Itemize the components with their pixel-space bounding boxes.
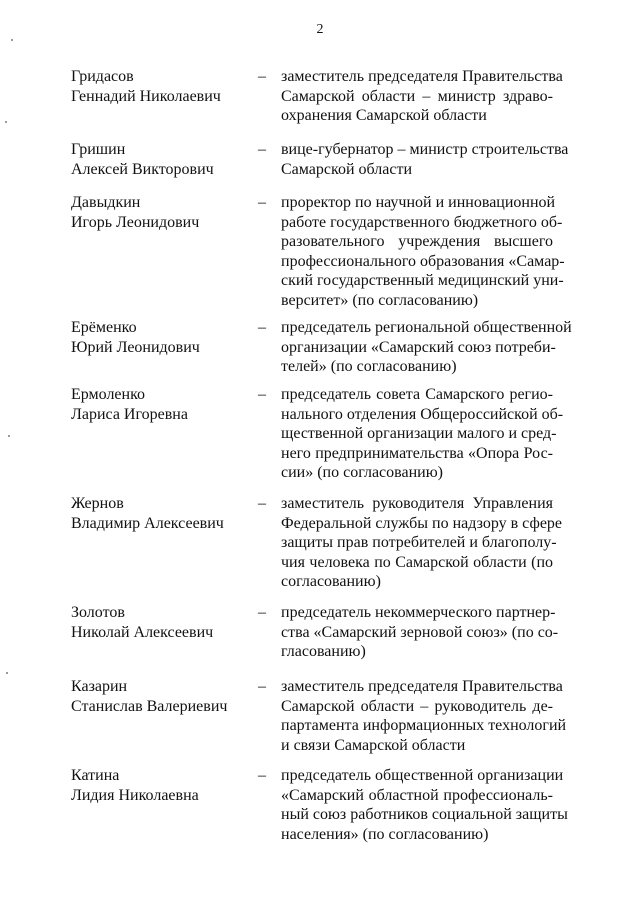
scan-speck [6, 672, 8, 674]
role-line: Самарской области – министр здраво- [281, 87, 553, 105]
dash-separator: – [258, 767, 266, 784]
role-description [281, 318, 572, 377]
dash-separator: – [258, 319, 266, 336]
person-name [71, 494, 256, 534]
person-name [71, 677, 256, 717]
role-description [281, 67, 563, 126]
person-name [71, 67, 256, 107]
role-line: председатель некоммерческого партнер- [281, 604, 556, 621]
role-description [281, 766, 568, 844]
person-name [71, 318, 256, 358]
role-line: профессионального образования «Самар- [281, 252, 565, 270]
given-names: Лариса Игоревна [71, 406, 188, 423]
role-line: заместитель руководителя Управления [281, 495, 553, 512]
person-name [71, 766, 256, 806]
role-line: телей» (по согласованию) [281, 358, 457, 376]
role-line: проректор по научной и инновационной [281, 194, 556, 211]
role-line: Самарской области – руководитель де- [281, 697, 553, 715]
role-description [281, 385, 564, 483]
given-names: Игорь Леонидович [71, 214, 200, 231]
role-line: вице-губернатор – министр строительства [281, 141, 569, 158]
given-names: Юрий Леонидович [71, 339, 200, 356]
surname: Жернов [71, 495, 124, 512]
role-line: нального отделения Общероссийской об- [281, 405, 564, 423]
given-names: Геннадий Николаевич [71, 88, 221, 105]
role-line: организации «Самарский союз потреби- [281, 338, 556, 356]
role-line: заместитель председателя Правительства [281, 678, 563, 695]
given-names: Николай Алексеевич [71, 624, 214, 641]
role-line: председатель совета Самарского регио- [281, 386, 553, 403]
person-name [71, 193, 256, 233]
scan-speck [5, 121, 7, 123]
surname: Ерёменко [71, 319, 137, 336]
role-line: работе государственного бюджетного об- [281, 213, 563, 231]
role-description [281, 677, 567, 755]
given-names: Лидия Николаевна [71, 787, 199, 804]
role-line: ный союз работников социальной защиты [281, 806, 568, 824]
role-line: Федеральной службы по надзору в сфере [281, 514, 563, 532]
role-line: партамента информационных технологий [281, 717, 567, 735]
dash-separator: – [258, 495, 266, 512]
role-description [281, 140, 569, 179]
dash-separator: – [258, 68, 266, 85]
surname: Давыдкин [71, 194, 141, 211]
role-line: охранения Самарской области [281, 107, 487, 125]
role-description [281, 603, 559, 662]
role-line: верситет» (по согласованию) [281, 291, 479, 309]
surname: Ермоленко [71, 386, 146, 403]
person-name [71, 385, 256, 425]
role-description [281, 494, 563, 592]
dash-separator: – [258, 604, 266, 621]
dash-separator: – [258, 141, 266, 158]
role-line: заместитель председателя Правительства [281, 68, 563, 85]
role-line: Самарской области [281, 160, 412, 178]
role-line: председатель региональной общественной [281, 319, 572, 336]
role-line: щественной организации малого и сред- [281, 425, 557, 443]
scan-speck [8, 435, 10, 437]
dash-separator: – [258, 194, 266, 211]
role-line: и связи Самарской области [281, 736, 466, 754]
person-name [71, 603, 256, 643]
person-name [71, 140, 256, 180]
role-line: согласованию) [281, 573, 381, 591]
role-line: сии» (по согласованию) [281, 464, 444, 482]
role-line: чия человека по Самарской области (по [281, 553, 553, 571]
surname: Казарин [71, 678, 128, 695]
role-line: ства «Самарский зерновой союз» (по со- [281, 623, 559, 641]
surname: Гридасов [71, 68, 134, 85]
dash-separator: – [258, 386, 266, 403]
scan-speck [11, 39, 13, 41]
role-line: ский государственный медицинский уни- [281, 272, 564, 290]
role-line: «Самарский областной профессиональ- [281, 786, 553, 804]
role-line: гласованию) [281, 643, 366, 661]
role-line: населения» (по согласованию) [281, 825, 489, 843]
given-names: Алексей Викторович [71, 161, 214, 178]
role-line: защиты прав потребителей и благополу- [281, 534, 557, 552]
role-line: него предпринимательства «Опора Рос- [281, 444, 553, 462]
given-names: Владимир Алексеевич [71, 515, 224, 532]
dash-separator: – [258, 678, 266, 695]
surname: Гришин [71, 141, 126, 158]
surname: Катина [71, 767, 120, 784]
role-description [281, 193, 565, 311]
given-names: Станислав Валериевич [71, 698, 228, 715]
page-number: 2 [316, 22, 324, 37]
surname: Золотов [71, 604, 125, 621]
role-line: разовательного учреждения высшего [281, 233, 553, 251]
role-line: председатель общественной организации [281, 767, 564, 784]
